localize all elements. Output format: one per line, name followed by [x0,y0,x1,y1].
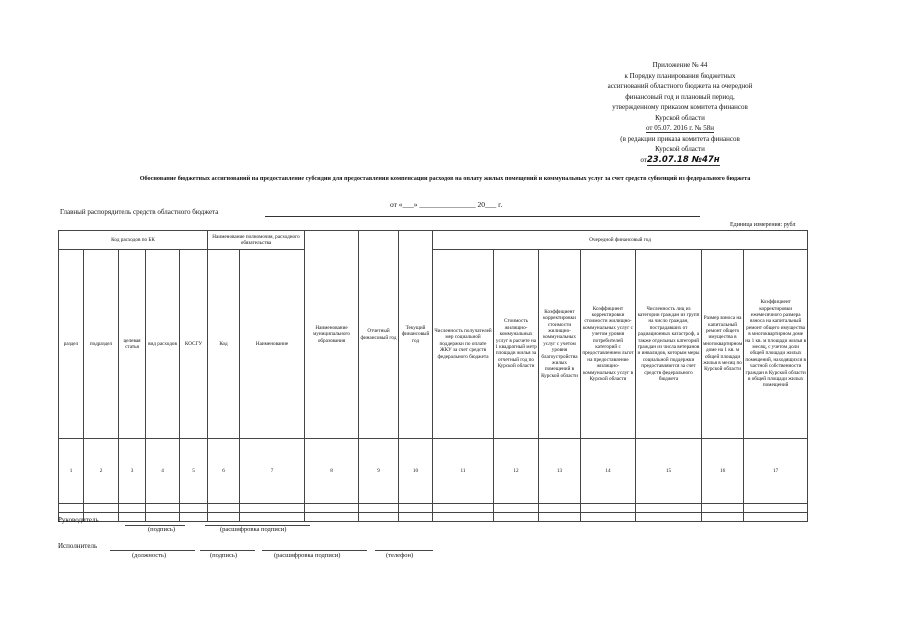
col-number: 10 [399,439,433,504]
order-line: от 05.07. 2016 г. № 58н [646,124,714,132]
col-subsection: подраздел [84,250,119,439]
col-repair-fee: Размер взноса на капитальный ремонт общего имущества в многоквартирном доме на 1 кв. м общей площади жилья в месяц по Курской области [702,250,744,439]
exec-caption-position: (должность) [132,552,167,559]
col-number: 7 [240,439,305,504]
document-title: Обоснование бюджетных ассигнований на предоставление субсидии для предоставления компенсации расходов на оплату жилых помещений и коммунальных услуг за счет средств субвенций из федерального бюджета [139,175,751,182]
unit-label: Единица измерения: рубл [730,222,796,228]
header-line: Курской области [655,113,705,122]
exec-name-line [262,550,367,551]
header-line: Приложение № 44 [652,61,708,69]
grbs-label: Главный распорядитель средств областного бюджета [60,208,219,216]
col-recipients-count: Численность получателей мер социальной поддержки по оплате ЖКУ за счет средств федерального бюджета [433,250,494,439]
col-housing-cost: Стоимость жилищно-коммунальных услуг в расчете на 1 квадратный метр площади жилья за отчетный год по Курской области [494,250,539,439]
col-number: 8 [305,439,359,504]
budget-table [58,230,808,522]
col-municipality: Наименование муниципального образования [305,231,359,439]
col-number: 14 [581,439,636,504]
empty-row [59,504,808,513]
col-number: 16 [702,439,744,504]
edition-line: Курской области [655,145,705,153]
appendix-header [560,60,800,165]
header-line: ассигнований областного бюджета на очередной [607,82,753,90]
head-label: Руководитель [58,516,99,524]
column-numbers-row [59,439,808,504]
col-number: 15 [636,439,702,504]
exec-caption-phone: (телефон) [386,552,414,559]
col-target-article: целевая статья [119,250,146,439]
group-next-year-header: Очередной финансовый год [433,231,808,250]
group-kbk-header: Код расходов по БК [59,231,208,250]
edition-line: (в редакции приказа комитета финансов [620,134,740,143]
edition-prefix: от [640,155,647,164]
header-line: финансовый год и плановый период, [625,92,735,101]
exec-position-line [110,550,195,551]
header-line: утвержденному приказом комитета финансов [612,103,748,111]
exec-caption-name: (расшифровка подписи) [274,552,341,559]
col-number: 5 [180,439,208,504]
group-obligation-header: Наименование полномочия, расходного обязательства [208,231,305,250]
col-number: 11 [433,439,494,504]
col-number: 4 [146,439,180,504]
col-report-year: Отчетный финансовый год [359,231,399,439]
head-caption-sign: (подпись) [148,526,175,533]
col-kosgu: КОСГУ [180,250,208,439]
col-repair-coef: Коэффициент корректировки ежемесячного размера взноса на капитальный ремонт общего имущества в многоквартирном доме на 1 кв. м площади жилья в месяц, с учетом доли общей площади жилых помещений, находящихся в частной собственности граждан в Курской области в общей площади жилых помещений [744,250,808,439]
col-code: Код [208,250,240,439]
col-comfort-coef: Коэффициент корректировки стоимости жилищно-коммунальных услуг с учетом уровня благоустройства жилых помещений в Курской области [539,250,581,439]
col-name: Наименование [240,250,305,439]
col-number: 1 [59,439,84,504]
col-category-coef: Коэффициент корректировки стоимости жилищно-коммунальных услуг с учетом уровня потребителей категорий с предоставлением льгот на предоставление жилищно-коммунальных услуг в Курской области [581,250,636,439]
header-line: к Порядку планирования бюджетных [624,71,736,80]
col-number: 6 [208,439,240,504]
exec-phone-line [375,550,433,551]
col-number: 12 [494,439,539,504]
col-number: 2 [84,439,119,504]
empty-row [59,513,808,522]
grbs-underline [265,216,700,217]
date-line: от «___» _______________ 20___ г. [390,200,503,209]
col-number: 13 [539,439,581,504]
col-number: 3 [119,439,146,504]
col-expense-type: вид расходов [146,250,180,439]
col-number: 9 [359,439,399,504]
col-number: 17 [744,439,808,504]
exec-caption-sign: (подпись) [210,552,237,559]
col-section: раздел [59,250,84,439]
col-persons-count: Численность лиц из категории граждан из групп на число граждан, пострадавших от радиационных катастроф, а также отдельных категорий граждан из числа ветеранов и инвалидов, которым меры социальной поддержки предоставляются за счет средств федерального бюджета [636,250,702,439]
exec-sign-line [200,550,255,551]
head-caption-name: (расшифровка подписи) [220,526,287,533]
handwritten-edition-date: 23.07.18 №47н [646,154,720,165]
exec-label: Исполнитель [58,542,98,550]
col-current-year: Текущий финансовый год [399,231,433,439]
